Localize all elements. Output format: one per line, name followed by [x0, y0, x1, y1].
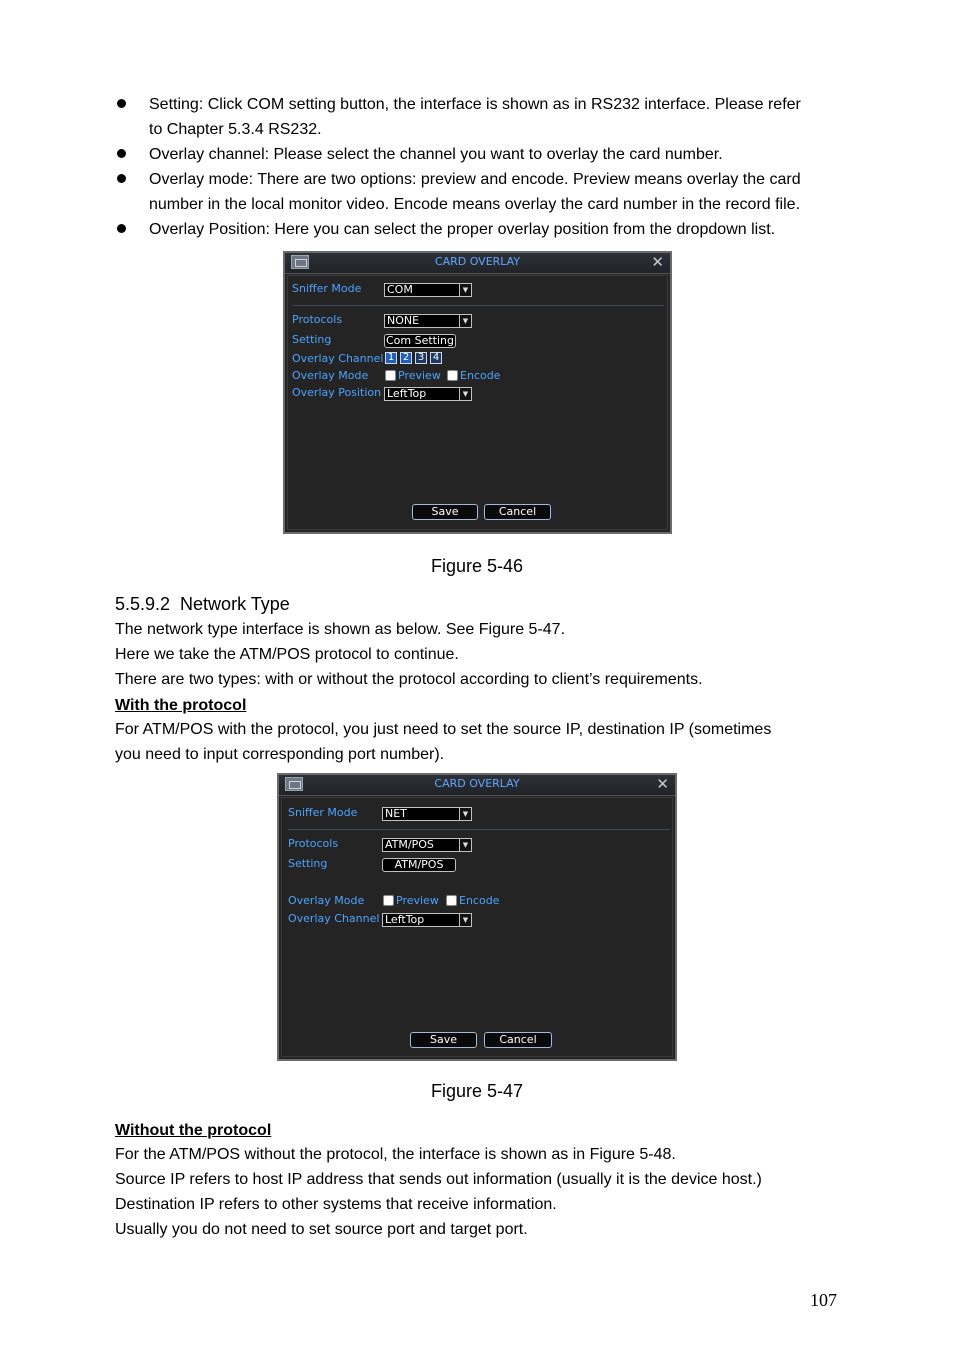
sniffer-mode-select[interactable] [382, 807, 472, 821]
window-titlebar [279, 775, 675, 796]
section-heading: 5.5.9.2 Network Type [115, 594, 290, 614]
without-protocol-heading: Without the protocol [115, 1122, 272, 1139]
window-titlebar [285, 253, 670, 274]
overlay-position-label: Overlay Position [292, 386, 382, 399]
overlay-channel-label: Overlay Channel [292, 352, 384, 365]
save-button[interactable]: Save [410, 1032, 477, 1048]
setting-label: Setting [288, 857, 328, 870]
sniffer-mode-value: NET [385, 807, 407, 820]
protocols-select[interactable] [382, 838, 472, 852]
sniffer-mode-value: COM [387, 283, 413, 296]
channel-2-toggle[interactable]: 2 [400, 352, 412, 364]
save-button[interactable]: Save [412, 504, 478, 520]
paragraph: There are two types: with or without the protocol according to client’s requirements. [115, 671, 703, 688]
cancel-button[interactable]: Cancel [484, 1032, 552, 1048]
paragraph: For ATM/POS with the protocol, you just need to set the source IP, destination IP (sometimes [115, 721, 772, 738]
paragraph: Destination IP refers to other systems that receive information. [115, 1196, 557, 1213]
overlay-mode-label: Overlay Mode [288, 894, 365, 907]
chevron-down-icon: ▼ [459, 315, 471, 327]
paragraph: For the ATM/POS without the protocol, the interface is shown as in Figure 5-48. [115, 1146, 676, 1163]
chevron-down-icon: ▼ [459, 808, 471, 820]
channel-1-toggle[interactable]: 1 [385, 352, 397, 364]
paragraph: The network type interface is shown as below. See Figure 5-47. [115, 621, 566, 638]
card-overlay-window-net [277, 773, 677, 1061]
protocols-select[interactable] [384, 314, 472, 328]
bullet-setting-line2: to Chapter 5.3.4 RS232. [149, 121, 322, 138]
chevron-down-icon: ▼ [459, 388, 471, 400]
window-body [287, 275, 668, 530]
preview-label: Preview [398, 369, 441, 382]
chevron-down-icon: ▼ [459, 839, 471, 851]
setting-label: Setting [292, 333, 332, 346]
overlay-mode-label: Overlay Mode [292, 369, 369, 382]
bullet-dot [117, 149, 126, 158]
chevron-down-icon: ▼ [459, 914, 471, 926]
sniffer-mode-label: Sniffer Mode [288, 806, 358, 819]
figure-caption: Figure 5-46 [430, 556, 524, 576]
overlay-channel-label: Overlay Channel [288, 912, 380, 925]
paragraph: you need to input corresponding port number). [115, 746, 445, 763]
window-title: CARD OVERLAY [434, 255, 521, 268]
bullet-overlay-mode-line1: Overlay mode: There are two options: preview and encode. Preview means overlay the card [149, 171, 801, 188]
preview-checkbox[interactable] [383, 895, 394, 906]
overlay-position-value: LeftTop [385, 913, 425, 926]
preview-label: Preview [396, 894, 439, 907]
atm-pos-setting-button[interactable]: ATM/POS [382, 858, 456, 872]
overlay-position-select[interactable] [384, 387, 472, 401]
protocols-label: Protocols [288, 837, 339, 850]
window-body [281, 797, 673, 1057]
chevron-down-icon: ▼ [459, 284, 471, 296]
bullet-overlay-position: Overlay Position: Here you can select the proper overlay position from the dropdown list. [149, 221, 776, 238]
page-number: 107 [810, 1290, 837, 1310]
figure-caption: Figure 5-47 [430, 1081, 524, 1101]
bullet-dot [117, 224, 126, 233]
encode-label: Encode [459, 894, 500, 907]
preview-checkbox[interactable] [385, 370, 396, 381]
channel-4-toggle[interactable]: 4 [430, 352, 442, 364]
encode-checkbox[interactable] [446, 895, 457, 906]
paragraph: Usually you do not need to set source port and target port. [115, 1221, 528, 1238]
paragraph: Here we take the ATM/POS protocol to continue. [115, 646, 459, 663]
close-icon[interactable]: ✕ [651, 253, 664, 271]
encode-label: Encode [460, 369, 501, 382]
sniffer-mode-select[interactable] [384, 283, 472, 297]
bullet-dot [117, 99, 126, 108]
paragraph: Source IP refers to host IP address that sends out information (usually it is the device host.) [115, 1171, 762, 1188]
window-title: CARD OVERLAY [434, 777, 520, 790]
close-icon[interactable]: ✕ [656, 775, 669, 793]
protocols-value: ATM/POS [385, 838, 434, 851]
sniffer-mode-label: Sniffer Mode [292, 282, 362, 295]
bullet-setting-line1: Setting: Click COM setting button, the interface is shown as in RS232 interface. Please refer [149, 96, 801, 113]
channel-3-toggle[interactable]: 3 [415, 352, 427, 364]
bullet-overlay-mode-line2: number in the local monitor video. Encode means overlay the card number in the record file. [149, 196, 801, 213]
overlay-position-select[interactable] [382, 913, 472, 927]
bullet-overlay-channel: Overlay channel: Please select the channel you want to overlay the card number. [149, 146, 723, 163]
divider [288, 829, 670, 830]
cancel-button[interactable]: Cancel [484, 504, 551, 520]
com-setting-button[interactable]: Com Setting [385, 334, 454, 347]
encode-checkbox[interactable] [447, 370, 458, 381]
protocols-label: Protocols [292, 313, 343, 326]
protocols-value: NONE [387, 314, 420, 327]
with-protocol-heading: With the protocol [115, 697, 247, 714]
overlay-position-value: LeftTop [387, 387, 427, 400]
divider [292, 305, 664, 306]
card-overlay-window-com [283, 251, 672, 534]
bullet-dot [117, 174, 126, 183]
